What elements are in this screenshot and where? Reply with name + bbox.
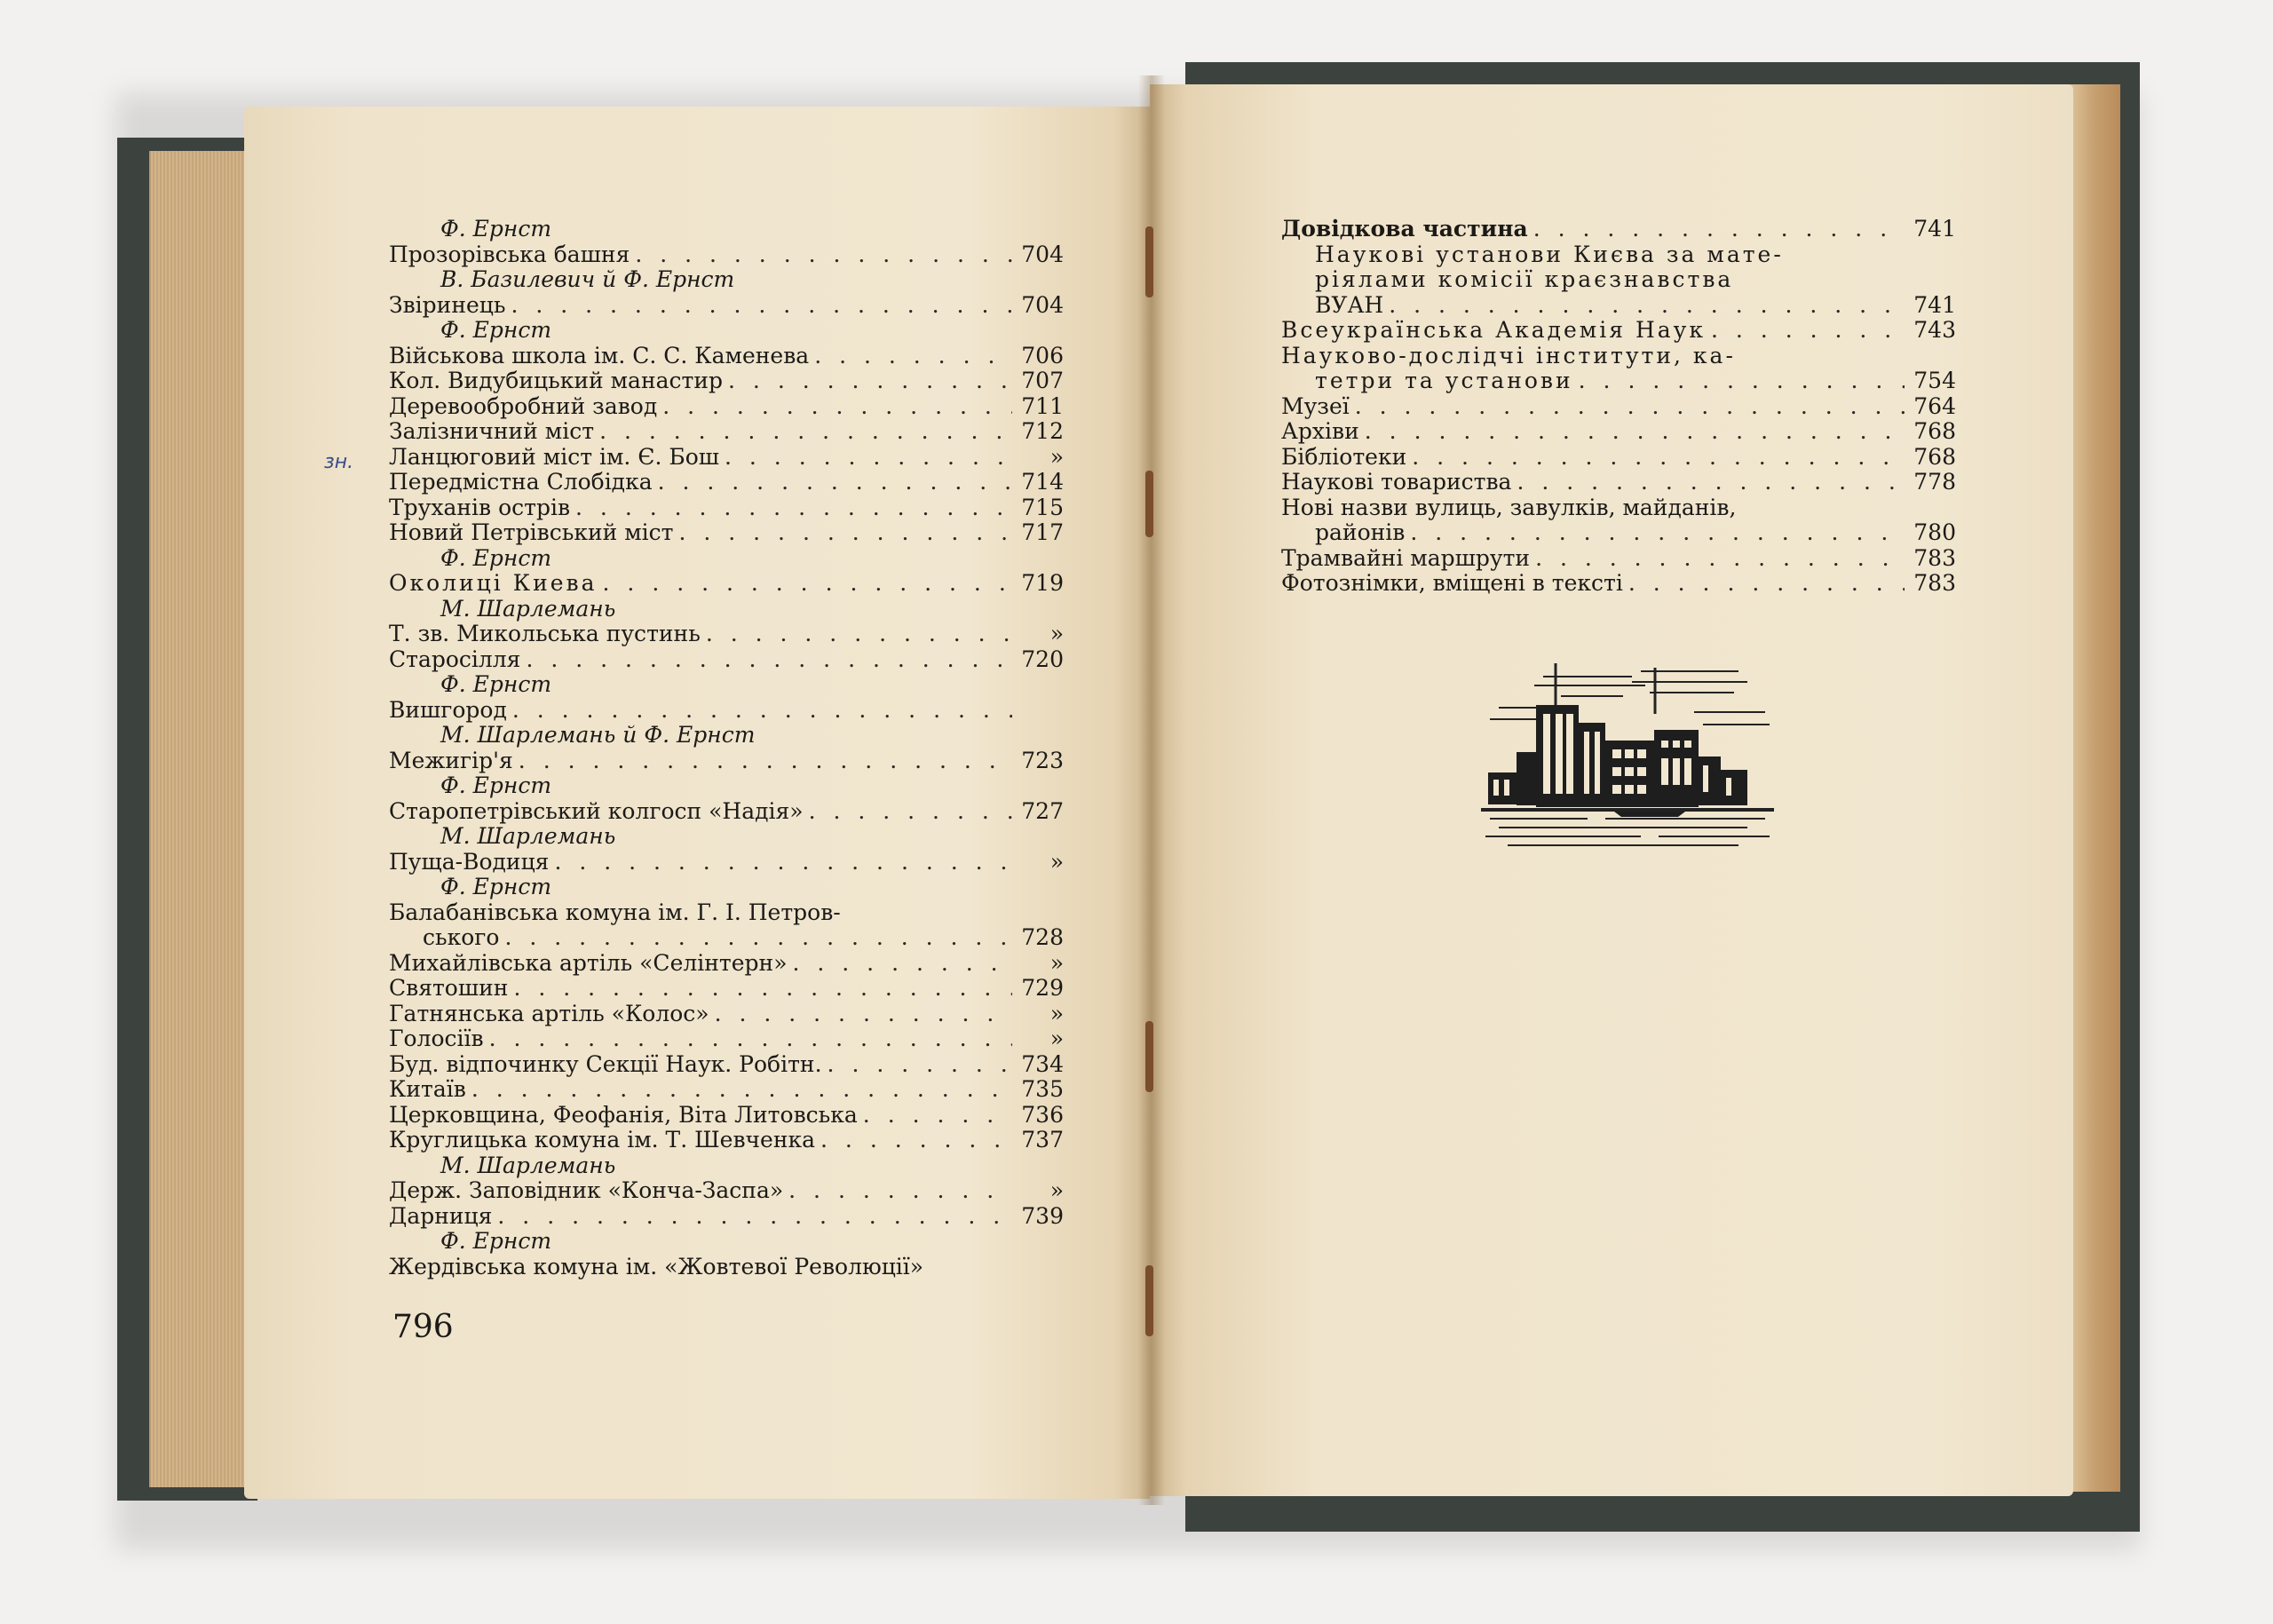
toc-entry-title: Залізничний міст <box>389 418 595 444</box>
toc-entry-title: Межигір'я <box>389 747 513 773</box>
toc-entry <box>1281 318 1956 344</box>
toc-entry-title: Святошин <box>389 975 509 1001</box>
toc-page-number: 715 <box>1021 494 1064 520</box>
toc-page-number: 778 <box>1913 469 1956 495</box>
right-table-of-contents <box>1281 217 1956 597</box>
toc-page-number: 739 <box>1021 1202 1064 1229</box>
toc-author-name: Ф. Ернст <box>440 216 552 242</box>
toc-leader-dots <box>1517 470 1905 495</box>
toc-page-number: » <box>1049 1000 1064 1026</box>
toc-leader-dots <box>635 242 1012 268</box>
toc-entry <box>1281 293 1956 319</box>
toc-entry-title: Прозорівська башня <box>389 241 630 267</box>
toc-page-number: 741 <box>1913 216 1956 242</box>
toc-entry-title: Музеї <box>1281 392 1350 419</box>
toc-entry-title: Церковщина, Феофанія, Віта Литовська <box>389 1101 858 1128</box>
toc-leader-dots <box>1355 394 1905 420</box>
toc-entry-title: Наукові установи Києва за мате- <box>1315 241 1784 267</box>
toc-leader-dots <box>809 799 1012 825</box>
toc-page-number: 712 <box>1021 418 1064 444</box>
toc-leader-dots <box>512 698 1012 724</box>
toc-leader-dots <box>599 419 1012 445</box>
toc-author-name: Ф. Ернст <box>440 874 552 899</box>
toc-leader-dots <box>658 470 1012 495</box>
toc-entry <box>1281 344 1956 369</box>
toc-entry-title: Передмістна Слобідка <box>389 469 653 495</box>
toc-page-number: » <box>1049 443 1064 470</box>
toc-entry-title: Ланцюговий міст ім. Є. Бош <box>389 443 720 470</box>
toc-entry-title: Гатнянська артіль «Колос» <box>389 1000 709 1026</box>
toc-author-name: М. Шарлемань й Ф. Ернст <box>440 722 756 748</box>
toc-entry <box>389 749 1064 774</box>
toc-page-number: 764 <box>1913 392 1956 419</box>
handwritten-margin-note: зн. <box>324 451 354 473</box>
toc-entry <box>389 1178 1064 1204</box>
toc-author <box>389 875 1064 900</box>
toc-entry <box>389 1128 1064 1153</box>
toc-page-number: » <box>1049 1177 1064 1203</box>
toc-entry-title: тетри та установи <box>1315 368 1573 393</box>
toc-entry-title: Новий Петрівський міст <box>389 519 674 545</box>
toc-author <box>389 546 1064 572</box>
toc-entry <box>1281 571 1956 597</box>
toc-page-number: 707 <box>1021 368 1064 393</box>
toc-page-number: 737 <box>1021 1127 1064 1153</box>
toc-entry-title: Нові назви вулиць, завулків, майданів, <box>1281 494 1737 520</box>
toc-entry-title: Вишгород <box>389 696 507 723</box>
toc-leader-dots <box>788 1178 1012 1204</box>
toc-entry <box>389 520 1064 546</box>
toc-leader-dots <box>725 445 1012 471</box>
toc-entry <box>389 1077 1064 1103</box>
toc-page-number: » <box>1049 1026 1064 1051</box>
toc-leader-dots <box>828 1052 1012 1078</box>
toc-entry <box>389 1002 1064 1027</box>
toc-entry-title: Круглицька комуна ім. Т. Шевченка <box>389 1127 816 1153</box>
toc-entry-title: Старопетрівський колгосп «Надія» <box>389 797 804 824</box>
toc-page-number: 734 <box>1021 1050 1064 1077</box>
toc-leader-dots <box>1389 293 1905 319</box>
toc-author-name: Ф. Ернст <box>440 544 552 571</box>
toc-leader-dots <box>1628 571 1905 597</box>
left-table-of-contents <box>389 217 1064 1279</box>
toc-entry <box>389 1103 1064 1129</box>
toc-entry <box>1281 546 1956 572</box>
toc-page-number: 783 <box>1913 544 1956 571</box>
toc-leader-dots <box>1533 217 1905 242</box>
toc-entry <box>389 445 1064 471</box>
toc-entry-title: Держ. Заповідник «Конча-Заспа» <box>389 1177 784 1203</box>
toc-author <box>389 597 1064 622</box>
toc-leader-dots <box>603 571 1012 597</box>
toc-page-number: 723 <box>1021 747 1064 773</box>
toc-entry-title: Пуща-Водиця <box>389 848 550 875</box>
toc-author-name: Ф. Ернст <box>440 1228 552 1254</box>
toc-page-number: 754 <box>1913 368 1956 393</box>
toc-leader-dots <box>1412 445 1905 471</box>
toc-entry <box>389 647 1064 673</box>
toc-author <box>389 824 1064 850</box>
toc-entry-title: Балабанівська комуна ім. Г. І. Петров- <box>389 899 841 925</box>
toc-entry <box>389 571 1064 597</box>
toc-leader-dots <box>511 293 1012 319</box>
toc-entry <box>389 1052 1064 1078</box>
toc-author-name: М. Шарлемань <box>440 1152 616 1178</box>
toc-entry <box>389 242 1064 268</box>
toc-leader-dots <box>1365 419 1905 445</box>
toc-entry <box>389 925 1064 951</box>
toc-entry-title: Т. зв. Микольська пустинь <box>389 621 701 646</box>
toc-entry <box>389 368 1064 394</box>
toc-entry-title: Деревообробний завод <box>389 392 658 419</box>
toc-leader-dots <box>471 1077 1012 1103</box>
toc-entry <box>1281 495 1956 521</box>
toc-leader-dots <box>519 749 1012 774</box>
binding-stitch <box>1145 1021 1153 1092</box>
toc-page-number: 729 <box>1021 975 1064 1001</box>
toc-entry <box>1281 419 1956 445</box>
toc-entry-title: Жердівська комуна ім. «Жовтевої Революції» <box>389 1253 924 1279</box>
toc-entry <box>389 951 1064 977</box>
toc-entry-title: Буд. відпочинку Секції Наук. Робітн. <box>389 1050 822 1077</box>
toc-entry <box>389 799 1064 825</box>
toc-entry-title: Китаїв <box>389 1076 466 1102</box>
toc-page-number: 768 <box>1913 443 1956 470</box>
toc-entry <box>389 470 1064 495</box>
toc-leader-dots <box>1711 318 1905 344</box>
toc-author-name: Ф. Ернст <box>440 772 552 798</box>
toc-page-number: 736 <box>1021 1101 1064 1128</box>
toc-entry <box>389 976 1064 1002</box>
toc-entry <box>389 495 1064 521</box>
toc-entry <box>389 419 1064 445</box>
toc-page-number: 743 <box>1913 317 1956 343</box>
toc-page-number: » <box>1049 621 1064 646</box>
toc-entry-title: ського <box>423 924 500 950</box>
toc-entry-title: районів <box>1315 519 1406 545</box>
toc-entry <box>389 293 1064 319</box>
toc-entry <box>1281 394 1956 420</box>
toc-leader-dots <box>728 368 1012 394</box>
toc-leader-dots <box>863 1103 1012 1129</box>
toc-entry <box>1281 445 1956 471</box>
toc-page-number: 728 <box>1021 924 1064 950</box>
toc-entry <box>389 900 1064 926</box>
toc-entry-title: Військова школа ім. С. С. Каменева <box>389 342 810 368</box>
toc-entry <box>389 622 1064 647</box>
toc-entry <box>1281 217 1956 242</box>
toc-entry-title: Труханів острів <box>389 494 571 520</box>
toc-author <box>389 217 1064 242</box>
toc-entry-title: Архіви <box>1281 418 1359 444</box>
toc-page-number: 706 <box>1021 342 1064 368</box>
toc-leader-dots <box>504 925 1012 951</box>
toc-leader-dots <box>678 520 1012 546</box>
toc-entry-title: Старосілля <box>389 646 521 672</box>
toc-leader-dots <box>715 1002 1012 1027</box>
toc-author-name: Ф. Ернст <box>440 671 552 697</box>
toc-leader-dots <box>513 976 1012 1002</box>
toc-page-number: 783 <box>1913 570 1956 596</box>
toc-author <box>389 672 1064 698</box>
toc-page-number: » <box>1049 949 1064 976</box>
toc-page-number: 741 <box>1913 291 1956 318</box>
toc-entry-title: Михайлівська артіль «Селінтерн» <box>389 949 788 976</box>
toc-entry-title: ВУАН <box>1315 291 1384 318</box>
toc-leader-dots <box>793 951 1013 977</box>
toc-page-number: 719 <box>1021 570 1064 596</box>
toc-entry-title: Трамвайні маршрути <box>1281 544 1531 571</box>
toc-page-number: » <box>1049 848 1064 875</box>
toc-entry-title: Околиці Киева <box>389 570 598 596</box>
toc-page-number: 735 <box>1021 1076 1064 1102</box>
toc-author <box>389 773 1064 799</box>
toc-page-number: 711 <box>1021 392 1064 419</box>
toc-entry <box>389 344 1064 369</box>
toc-entry <box>389 1026 1064 1052</box>
toc-entry <box>1281 368 1956 394</box>
toc-entry-title: ріялами комісії краєзнавства <box>1315 266 1734 292</box>
toc-leader-dots <box>1410 520 1905 546</box>
toc-entry <box>1281 242 1956 268</box>
binding-stitch <box>1145 226 1153 297</box>
toc-author-name: В. Базилевич й Ф. Ернст <box>440 266 735 292</box>
toc-leader-dots <box>662 394 1012 420</box>
toc-leader-dots <box>489 1026 1012 1052</box>
toc-entry <box>389 394 1064 420</box>
toc-page-number: 720 <box>1021 646 1064 672</box>
toc-entry-title: Кол. Видубицький манастир <box>389 368 724 393</box>
toc-entry-title: Наукові товариства <box>1281 469 1512 495</box>
toc-leader-dots <box>554 850 1012 875</box>
toc-page-number: 704 <box>1021 291 1064 318</box>
toc-entry <box>1281 520 1956 546</box>
toc-leader-dots <box>497 1204 1012 1230</box>
toc-author <box>389 723 1064 749</box>
toc-entry <box>389 1255 1064 1280</box>
toc-leader-dots <box>814 344 1012 369</box>
binding-stitch <box>1145 1265 1153 1336</box>
building-engraving <box>1481 659 1774 851</box>
toc-entry-title: Бібліотеки <box>1281 443 1407 470</box>
toc-entry-title: Довідкова частина <box>1281 216 1528 242</box>
toc-entry-title: Всеукраїнська Академія Наук <box>1281 317 1707 343</box>
toc-leader-dots <box>1535 546 1905 572</box>
toc-page-number: 717 <box>1021 519 1064 545</box>
toc-author <box>389 1153 1064 1179</box>
binding-stitch <box>1145 471 1153 537</box>
toc-entry-title: Дарниця <box>389 1202 493 1229</box>
toc-author <box>389 318 1064 344</box>
toc-page-number: 780 <box>1913 519 1956 545</box>
toc-entry-title: Фотознімки, вміщені в тексті <box>1281 570 1623 596</box>
toc-author <box>389 267 1064 293</box>
toc-page-number: 727 <box>1021 797 1064 824</box>
toc-entry <box>389 850 1064 875</box>
toc-page-number: 704 <box>1021 241 1064 267</box>
toc-entry <box>389 698 1064 724</box>
toc-author-name: М. Шарлемань <box>440 823 616 849</box>
toc-leader-dots <box>575 495 1012 521</box>
page-edges-left <box>149 151 259 1487</box>
toc-entry <box>1281 267 1956 293</box>
toc-leader-dots <box>706 622 1012 647</box>
toc-entry <box>389 1204 1064 1230</box>
toc-leader-dots <box>526 647 1012 673</box>
toc-leader-dots <box>1579 368 1905 394</box>
toc-entry-title: Голосіїв <box>389 1026 484 1051</box>
page-number: 796 <box>392 1309 454 1345</box>
toc-author <box>389 1229 1064 1255</box>
toc-author-name: М. Шарлемань <box>440 595 616 622</box>
toc-entry <box>1281 470 1956 495</box>
toc-entry-title: Науково-дослідчі інститути, ка- <box>1281 342 1736 368</box>
toc-author-name: Ф. Ернст <box>440 317 552 343</box>
toc-page-number: 768 <box>1913 418 1956 444</box>
toc-entry-title: Звіринець <box>389 291 506 318</box>
toc-leader-dots <box>820 1128 1012 1153</box>
toc-page-number: 714 <box>1021 469 1064 495</box>
